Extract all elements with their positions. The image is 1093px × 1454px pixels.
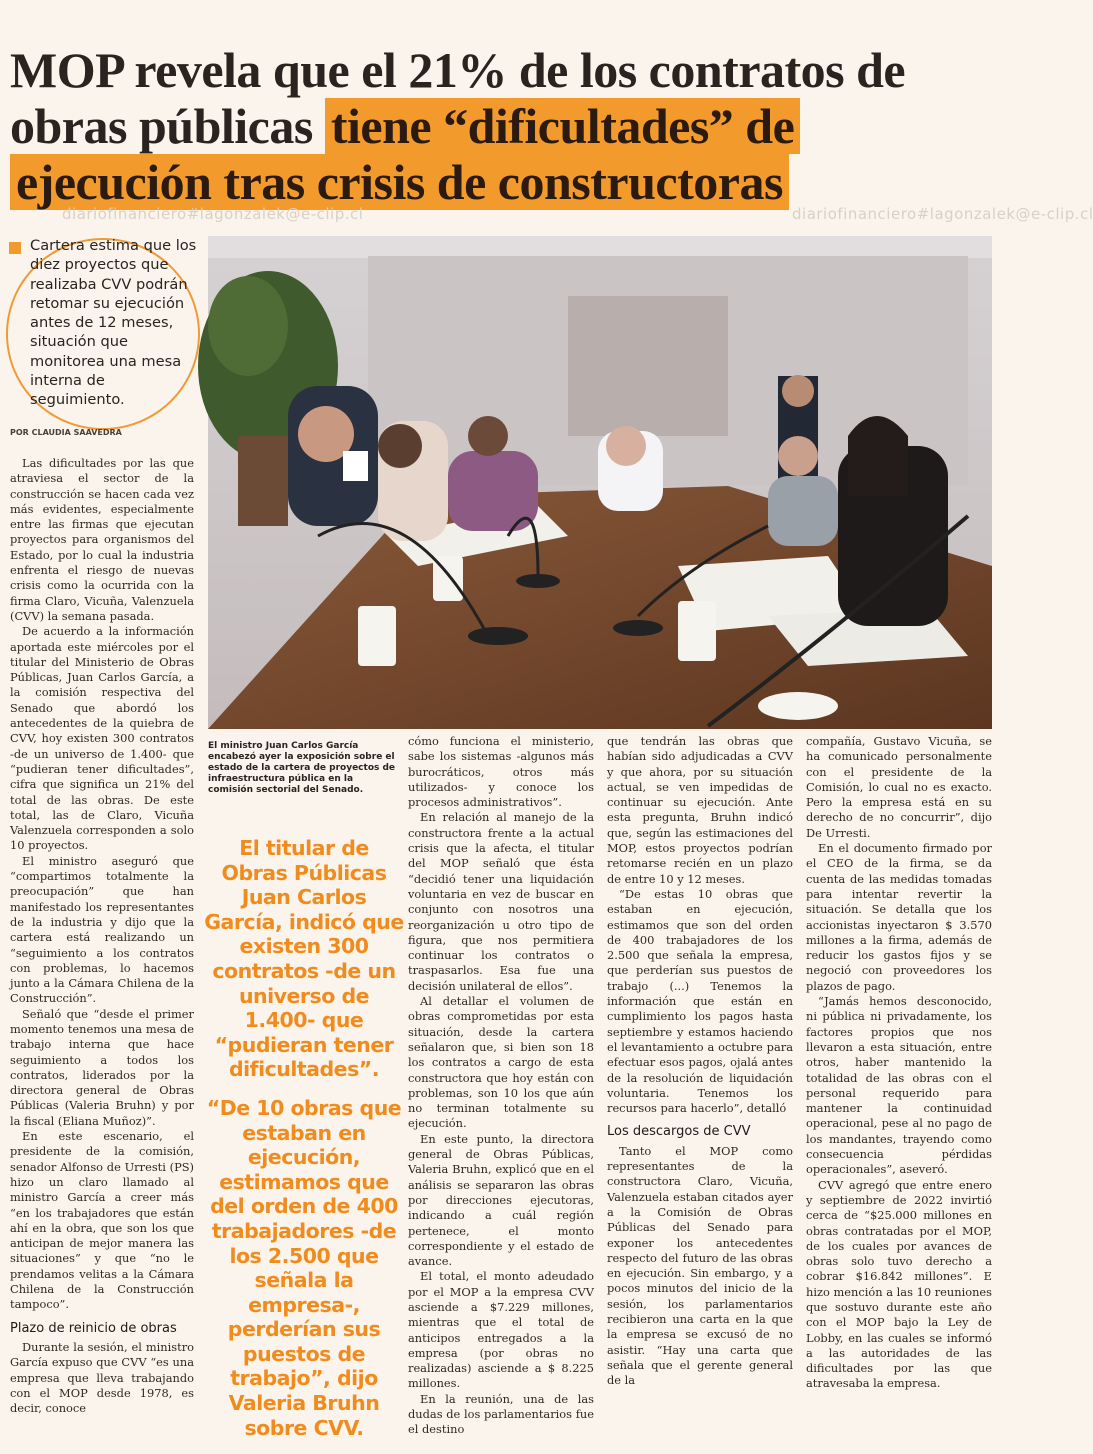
hearing-photo <box>208 236 992 729</box>
subheading-plazo: Plazo de reinicio de obras <box>10 1320 177 1336</box>
lead-bullet-icon <box>9 242 21 254</box>
article-column-4 <box>607 734 793 1388</box>
pull-quote: El titular de Obras Públicas Juan Carlos García, indicó que existen 300 contratos -de un universo de 1.400- que “pudieran tener dificultades”. <box>204 836 404 1082</box>
paragraph: que tendrán las obras que habían sido adjudicadas a CVV y que ahora, por su situación actual, se ven impedidas de continuar su ejecución. Ante esta pregunta, Bruhn indicó que, según las estimaciones del MOP, estos proyectos podrían retomarse recién en un plazo de entre 10 y 12 meses. <box>607 734 793 886</box>
pull-quotes <box>204 836 404 1454</box>
article-column-3 <box>408 734 594 1438</box>
paragraph: Al detallar el volumen de obras comprometidas por esta situación, desde la cartera señalaron que, si bien son 18 los contratos a cargo de esta constructora que hoy están con problemas, son 10 los que aún no terminan totalmente su ejecución. <box>408 994 594 1131</box>
headline-highlight: tiene “dificultades” de ejecución tras crisis de constructoras <box>10 98 800 210</box>
article-column-5 <box>806 734 992 1392</box>
paragraph: En la reunión, una de las dudas de los parlamentarios fue el destino <box>408 1391 594 1437</box>
paragraph: El ministro aseguró que “compartimos totalmente la preocupación” que han manifestado los representantes de la industria y dijo que la cartera está realizando un “seguimiento a los contratos con problemas, lo hacemos junto a la Cámara Chilena de la Construcción”. <box>10 853 194 1006</box>
headline-plain: MOP revela que el 21% de los contratos de obras públicas <box>10 41 906 154</box>
photo-caption: El ministro Juan Carlos García encabezó ayer la exposición sobre el estado de la cartera de proyectos de infraestructura pública en la comisión sectorial del Senado. <box>208 741 396 795</box>
headline <box>10 42 990 210</box>
paragraph: “De estas 10 obras que estaban en ejecución, estimamos que son del orden de 400 trabajadores de los 2.500 que señala la empresa, que perderían sus puestos de trabajo (...) Tenemos la información que están en cumplimiento los pagos hasta septiembre y estamos haciendo el levantamiento a octubre para efectuar esos pagos, ojalá antes de la resolución de liquidación voluntaria. Tenemos los recursos para hacerlo”, detalló <box>607 886 793 1116</box>
watermark-right: diariofinanciero#lagonzalek@e-clip.cl <box>792 205 1093 223</box>
paragraph: En el documento firmado por el CEO de la firma, se da cuenta de las medidas tomadas para intentar revertir la situación. Se detalla que los accionistas inyectaron $ 3.570 millones a la firma, además de reducir los gastos fijos y se negoció con proveedores los plazos de pago. <box>806 841 992 993</box>
paragraph: De acuerdo a la información aportada este miércoles por el titular del Ministerio de Obras Públicas, Juan Carlos García, a la comisión respectiva del Senado que abordó los antecedentes de la quiebra de CVV, hoy existen 300 contratos -de un universo de 1.400- que “pudieran tener dificultades”, cifra que significa un 21% del total de las obras. De este total, las de Claro, Vicuña Valenzuela corresponden a solo 10 proyectos. <box>10 624 194 853</box>
pull-quote: “De 10 obras que estaban en ejecución, estimamos que del orden de 400 trabajadores -de los 2.500 que señala la empresa-, perderían sus puestos de trabajo”, dijo Valeria Bruhn sobre CVV. <box>206 1095 402 1440</box>
paragraph: Tanto el MOP como representantes de la constructora Claro, Vicuña, Valenzuela estaban citados ayer a la Comisión de Obras Públicas del Senado para exponer los antecedentes respecto del futuro de las obras en ejecución. Sin embargo, y a pocos minutos del inicio de la sesión, los parlamentarios recibieron una carta en la que la empresa se excusó de no asistir. “Hay una carta que señala que el gerente general de la <box>607 1143 793 1388</box>
paragraph: cómo funciona el ministerio, sabe los sistemas -algunos más burocráticos, otros más utilizados- y conoce los procesos administrativos”. <box>408 734 594 810</box>
subheading-descargos: Los descargos de CVV <box>607 1124 751 1140</box>
photo-illustration <box>208 236 992 729</box>
paragraph: En este punto, la directora general de Obras Públicas, Valeria Bruhn, explicó que en el análisis se separaron las obras por direcciones ejecutoras, indicando a cuál región pertenece, el monto correspondiente y el estado de avance. <box>408 1131 594 1269</box>
paragraph: En relación al manejo de la constructora frente a la actual crisis que la afecta, el titular del MOP señaló que ésta “decidió tener una liquidación voluntaria en vez de buscar en conjunto con nosotros una reorganización u otro tipo de figura, que nos permitiera continuar los contratos o traspasarlos. Esa fue una decisión unilateral de ellos”. <box>408 810 594 993</box>
article-column-1 <box>10 456 194 1416</box>
lead-summary: Cartera estima que los diez proyectos que realizaba CVV podrán retomar su ejecución antes de 12 meses, situación que monitorea una mesa interna de seguimiento. <box>30 237 197 409</box>
paragraph: En este escenario, el presidente de la comisión, senador Alfonso de Urresti (PS) hizo un claro llamado al ministro García a creer más “en los trabajadores que están ahí en la obra, que son los que anticipan de mejor manera las situaciones” y que “no le prendamos velitas a la Cámara Chilena de la Construcción tampoco”. <box>10 1129 194 1312</box>
watermark-left: diariofinanciero#lagonzalek@e-clip.cl <box>62 205 364 223</box>
byline: POR CLAUDIA SAAVEDRA <box>10 428 122 437</box>
paragraph: El total, el monto adeudado por el MOP a la empresa CVV asciende a $7.229 millones, mientras que el total de anticipos entregados a la empresa (por obras no realizadas) asciende a $ 8.225 millones. <box>408 1269 594 1391</box>
paragraph: CVV agregó que entre enero y septiembre de 2022 invirtió cerca de “$25.000 millones en obras contratadas por el MOP, de los cuales por avances de obras solo tuvo derecho a cobrar $16.842 millones”. E hizo mención a las 10 reuniones que sostuvo durante este año con el MOP bajo la Ley de Lobby, en las cuales se informó a las autoridades de las dificultades por las que atravesaba la empresa. <box>806 1177 992 1391</box>
paragraph: Señaló que “desde el primer momento tenemos una mesa de trabajo interna que hace seguimiento a todos los contratos, liderados por la directora general de Obras Públicas (Valeria Bruhn) y por la fiscal (Eliana Muñoz)”. <box>10 1006 194 1128</box>
paragraph: “Jamás hemos desconocido, ni pública ni privadamente, los factores propios que nos llevaron a esta situación, entre otros, haber mantenido la totalidad de las obras con el personal requerido para mantener la continuidad operacional, pese al no pago de los mandantes, trayendo como consecuencia pérdidas operacionales”, aseveró. <box>806 994 992 1177</box>
paragraph: Las dificultades por las que atraviesa el sector de la construcción se hacen cada vez más evidentes, especialmente entre las firmas que ejecutan proyectos para organismos del Estado, por lo cual la industria enfrenta el riesgo de nuevas crisis como la ocurrida con la firma Claro, Vicuña, Valenzuela (CVV) la semana pasada. <box>10 456 194 623</box>
paragraph: Durante la sesión, el ministro García expuso que CVV “es una empresa que lleva trabajando con el MOP desde 1978, es decir, conoce <box>10 1339 194 1416</box>
paragraph: compañía, Gustavo Vicuña, se ha comunicado personalmente con el presidente de la Comisión, lo cual no es exacto. Pero la empresa está en su derecho de no concurrir”, dijo De Urresti. <box>806 734 992 840</box>
